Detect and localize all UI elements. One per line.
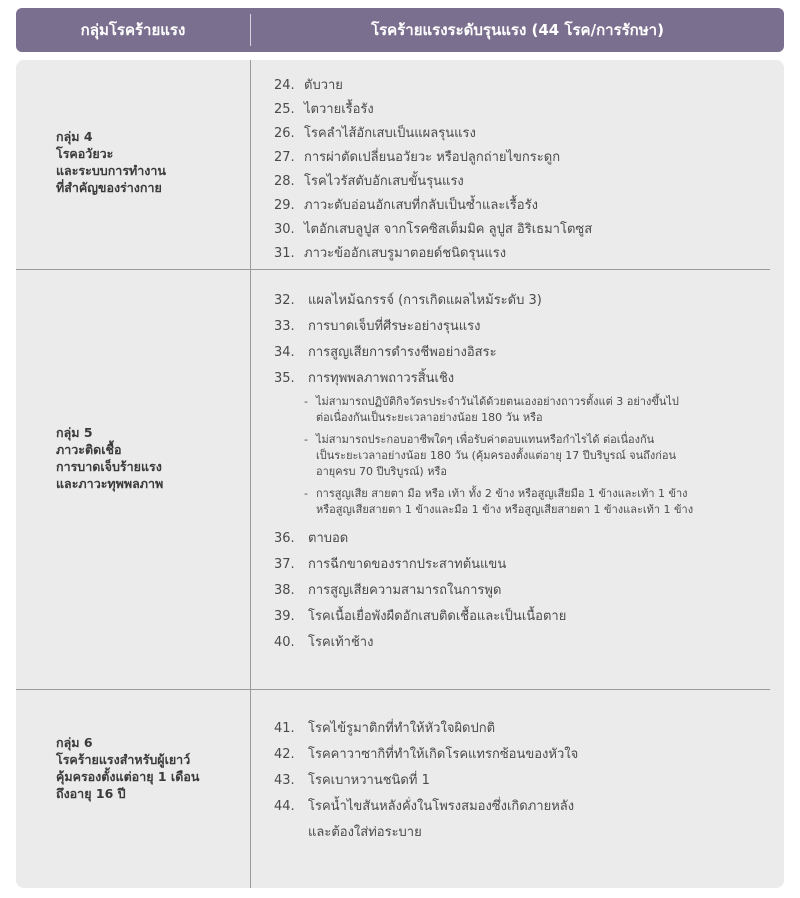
sub-item xyxy=(274,486,693,518)
item-text: การผ่าตัดเปลี่ยนอวัยวะ หรือปลูกถ่ายไขกระดูก xyxy=(304,150,561,165)
group-5-label-line: กลุ่ม 5 xyxy=(56,425,93,440)
list-item xyxy=(274,716,578,742)
item-text: แผลไหม้ฉกรรจ์ (การเกิดแผลไหม้ระดับ 3) xyxy=(308,293,542,308)
sub-item-line: ไม่สามารถปฏิบัติกิจวัตรประจำวันได้ด้วยตนเองอย่างถาวรตั้งแต่ 3 อย่างขึ้นไป xyxy=(316,395,679,408)
column-divider xyxy=(250,60,251,888)
list-item xyxy=(274,768,578,794)
item-number: 32. xyxy=(274,293,295,308)
item-text: โรคเนื้อเยื่อพังผืดอักเสบติดเชื้อและเป็นเนื้อตาย xyxy=(308,609,567,624)
row-divider-1 xyxy=(16,269,770,270)
item-text: ภาวะตับอ่อนอักเสบที่กลับเป็นซ้ำและเรื้อรัง xyxy=(304,198,538,213)
list-item xyxy=(274,578,693,604)
item-text: โรคเท้าช้าง xyxy=(308,635,374,650)
dash-bullet: - xyxy=(304,395,308,408)
item-number: 28. xyxy=(274,174,295,189)
item-text: ภาวะข้ออักเสบรูมาตอยด์ชนิดรุนแรง xyxy=(304,246,507,261)
item-text: โรคลำไส้อักเสบเป็นแผลรุนแรง xyxy=(304,126,476,141)
group-4-label-line: ที่สำคัญของร่างกาย xyxy=(56,180,162,195)
item-text: และต้องใส่ท่อระบาย xyxy=(308,825,422,840)
item-number: 39. xyxy=(274,609,295,624)
header-disease-column: โรคร้ายแรงระดับรุนแรง (44 โรค/การรักษา) xyxy=(371,21,664,39)
sub-item xyxy=(274,394,693,426)
item-number: 26. xyxy=(274,126,295,141)
group-6-label xyxy=(56,734,242,802)
list-item xyxy=(274,288,693,314)
list-item xyxy=(274,630,693,656)
item-text: โรคไข้รูมาติกที่ทำให้หัวใจผิดปกติ xyxy=(308,721,496,736)
disease-table xyxy=(16,60,784,888)
list-item xyxy=(274,552,693,578)
item-number: 44. xyxy=(274,799,295,814)
list-item xyxy=(274,604,693,630)
item-number: 29. xyxy=(274,198,295,213)
sub-item-line: การสูญเสีย สายตา มือ หรือ เท้า ทั้ง 2 ข้าง หรือสูญเสียมือ 1 ข้างและเท้า 1 ข้าง xyxy=(316,487,688,500)
item-text: การสูญเสียการดำรงชีพอย่างอิสระ xyxy=(308,345,497,360)
list-item xyxy=(274,194,592,218)
group-6-label-line: ถึงอายุ 16 ปี xyxy=(56,786,126,801)
item-text: ไตวายเรื้อรัง xyxy=(304,102,374,117)
group-4-label-line: และระบบการทำงาน xyxy=(56,163,166,178)
list-item xyxy=(274,366,693,392)
item-text: การสูญเสียความสามารถในการพูด xyxy=(308,583,502,598)
list-item xyxy=(274,218,592,242)
group-6-label-line: คุ้มครองตั้งแต่อายุ 1 เดือน xyxy=(56,769,200,784)
list-item xyxy=(274,170,592,194)
list-item xyxy=(274,340,693,366)
dash-bullet: - xyxy=(304,433,308,446)
item-number: 36. xyxy=(274,531,295,546)
item-number: 33. xyxy=(274,319,295,334)
group-4-label xyxy=(56,128,242,196)
item-number: 38. xyxy=(274,583,295,598)
table-header xyxy=(16,8,784,52)
header-group-column: กลุ่มโรคร้ายแรง xyxy=(80,21,186,39)
list-item xyxy=(274,742,578,768)
row-divider-2 xyxy=(16,689,770,690)
list-item-continuation xyxy=(274,820,578,846)
item-number: 27. xyxy=(274,150,295,165)
group-5-label-line: การบาดเจ็บร้ายแรง xyxy=(56,459,162,474)
group-5-label xyxy=(56,424,242,492)
item-number: 31. xyxy=(274,246,295,261)
item-text: โรคคาวาซากิที่ทำให้เกิดโรคแทรกซ้อนของหัวใจ xyxy=(308,747,579,762)
dash-bullet: - xyxy=(304,487,308,500)
group-6-label-line: กลุ่ม 6 xyxy=(56,735,93,750)
item-text: โรคไวรัสตับอักเสบขั้นรุนแรง xyxy=(304,174,464,189)
item-number: 42. xyxy=(274,747,295,762)
item-number: 35. xyxy=(274,371,295,386)
list-item xyxy=(274,794,578,820)
item-number: 40. xyxy=(274,635,295,650)
sub-item-line: อายุครบ 70 ปีบริบูรณ์) หรือ xyxy=(316,465,447,478)
item-number: 25. xyxy=(274,102,295,117)
group-6-label-line: โรคร้ายแรงสำหรับผู้เยาว์ xyxy=(56,752,191,767)
item-number: 30. xyxy=(274,222,295,237)
group-6-list xyxy=(274,716,578,846)
list-item xyxy=(274,314,693,340)
group-4-list xyxy=(274,74,592,266)
item-text: โรคน้ำไขสันหลังคั่งในโพรงสมองซึ่งเกิดภายหลัง xyxy=(308,799,575,814)
item-number: 37. xyxy=(274,557,295,572)
item-text: การบาดเจ็บที่ศีรษะอย่างรุนแรง xyxy=(308,319,481,334)
group-4-label-line: กลุ่ม 4 xyxy=(56,129,93,144)
item-text: การฉีกขาดของรากประสาทต้นแขน xyxy=(308,557,507,572)
item-number: 43. xyxy=(274,773,295,788)
group-5-label-line: และภาวะทุพพลภาพ xyxy=(56,476,164,491)
item-number: 24. xyxy=(274,78,295,93)
sub-item xyxy=(274,432,693,480)
sub-item-line: ไม่สามารถประกอบอาชีพใดๆ เพื่อรับค่าตอบแทนหรือกำไรได้ ต่อเนื่องกัน xyxy=(316,433,655,446)
list-item xyxy=(274,98,592,122)
item-text: การทุพพลภาพถาวรสิ้นเชิง xyxy=(308,371,455,386)
sub-item-line: เป็นระยะเวลาอย่างน้อย 180 วัน (คุ้มครองตั้งแต่อายุ 17 ปีบริบูรณ์ จนถึงก่อน xyxy=(316,449,676,462)
item-number: 34. xyxy=(274,345,295,360)
item-number: 41. xyxy=(274,721,295,736)
item-text: ตาบอด xyxy=(308,531,349,546)
list-item xyxy=(274,526,693,552)
group-5-list xyxy=(274,288,693,656)
sub-item-line: ต่อเนื่องกันเป็นระยะเวลาอย่างน้อย 180 วัน หรือ xyxy=(316,411,543,424)
list-item xyxy=(274,146,592,170)
group-4-label-line: โรคอวัยวะ xyxy=(56,146,114,161)
list-item xyxy=(274,242,592,266)
group-5-label-line: ภาวะติดเชื้อ xyxy=(56,442,122,457)
item-text: โรคเบาหวานชนิดที่ 1 xyxy=(308,773,430,788)
list-item xyxy=(274,74,592,98)
list-item xyxy=(274,122,592,146)
item-text: ตับวาย xyxy=(304,78,343,93)
item-text: ไตอักเสบลูปูส จากโรคซิสเต็มมิค ลูปูส อิริเธมาโตซูส xyxy=(304,222,593,237)
sub-item-line: หรือสูญเสียสายตา 1 ข้างและมือ 1 ข้าง หรือสูญเสียสายตา 1 ข้างและเท้า 1 ข้าง xyxy=(316,503,694,516)
